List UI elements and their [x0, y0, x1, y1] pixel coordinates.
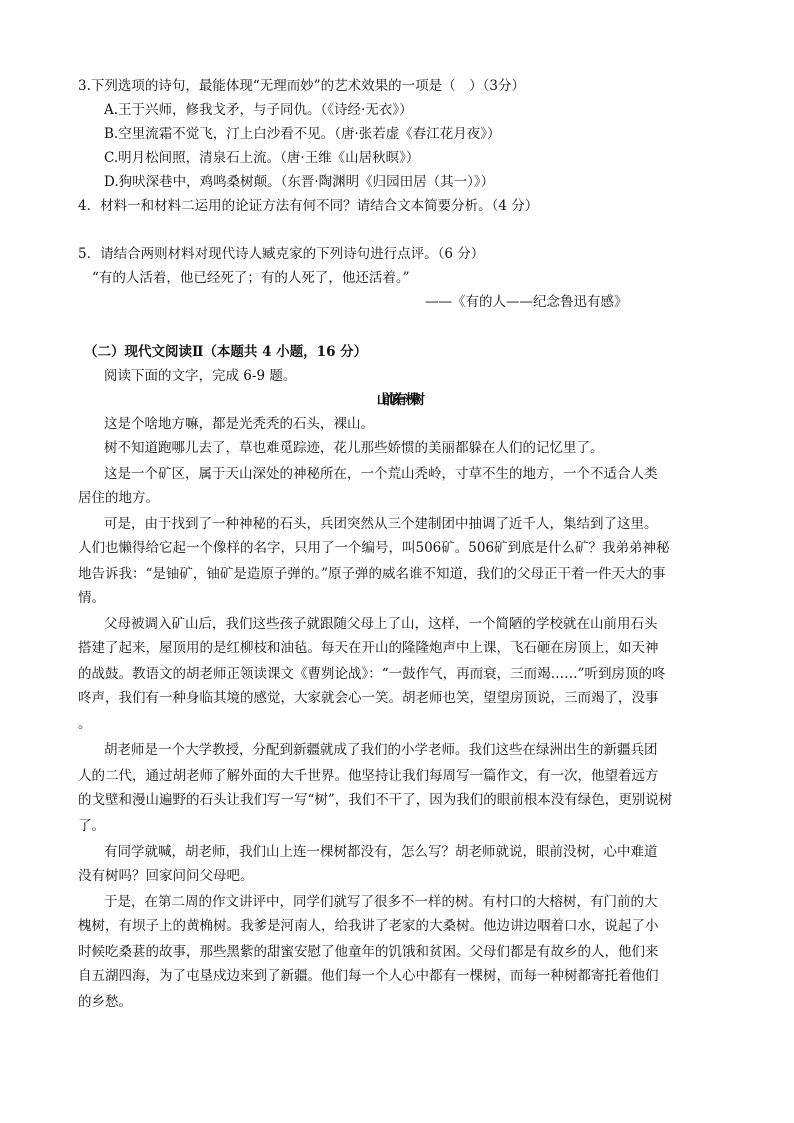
- article-line: 自五湖四海，为了屯垦戍边来到了新疆。他们每一个人心中都有一棵树，而每一种树都寄托着他们: [78, 968, 659, 984]
- article-line: 于是，在第二周的作文讲评中，同学们就写了很多不一样的树。有村口的大榕树，有门前的大: [104, 894, 658, 910]
- question-5-quote: “有的人活着，他已经死了；有的人死了，他还活着。”: [92, 270, 410, 286]
- article-line: 胡老师是一个大学教授，分配到新疆就成了我们的小学老师。我们这些在绿洲出生的新疆兵团: [104, 742, 658, 758]
- article-line: 人的二代，通过胡老师了解外面的大千世界。他坚持让我们每周写一篇作文，有一次，他望着远方: [78, 768, 659, 784]
- article-title: 山前该有一棵树: [376, 392, 418, 408]
- article-line: 搭建了起来，屋顶用的是红柳枝和油毡。每天在开山的隆隆炮声中上课，飞石砸在房顶上，如天神: [78, 640, 659, 656]
- section-intro: 阅读下面的文字，完成 6-9 题。: [104, 368, 297, 384]
- article-line: 人们也懒得给它起一个像样的名字，只用了一个编号，叫506矿。506矿到底是什么矿？我弟弟神秘: [78, 540, 670, 556]
- article-line: 可是，由于找到了一种神秘的石头，兵团突然从三个建制团中抽调了近千人，集结到了这里。: [104, 516, 658, 532]
- question-3-option-c: C.明月松间照，清泉石上流。（唐·王维《山居秋暝》）: [104, 150, 420, 166]
- article-line: 这是一个矿区，属于天山深处的神秘所在，一个荒山秃岭，寸草不生的地方，一个不适合人类: [104, 466, 658, 482]
- article-line: 咚声，我们有一种身临其境的感觉，大家就会心一笑。胡老师也笑，望望房顶说，三而竭了，没事: [78, 690, 659, 706]
- question-5-attribution: ——《有的人——纪念鲁迅有感》: [425, 294, 628, 310]
- article-line: 地告诉我：“是铀矿，铀矿是造原子弹的。”原子弹的威名谁不知道，我们的父母正干着一件天大的事: [78, 566, 666, 582]
- question-4: 4．材料一和材料二运用的论证方法有何不同？请结合文本简要分析。（4 分）: [78, 198, 539, 214]
- article-line: 有同学就喊，胡老师，我们山上连一棵树都没有，怎么写？胡老师就说，眼前没树，心中难道: [104, 844, 658, 860]
- question-3-option-a: A.王于兴师，修我戈矛，与子同仇。（《诗经·无衣》）: [104, 102, 413, 118]
- question-3-option-b: B.空里流霜不觉飞，汀上白沙看不见。（唐·张若虚《春江花月夜》）: [104, 126, 501, 142]
- article-line: 的戈壁和漫山遍野的石头让我们写一写“树”，我们不干了，因为我们的眼前根本没有绿色，更别说树: [78, 792, 673, 808]
- article-line: 居住的地方。: [78, 490, 159, 506]
- article-line: 没有树吗？回家问问父母吧。: [78, 868, 254, 884]
- question-3-stem: 3.下列选项的诗句，最能体现“无理而妙”的艺术效果的一项是（ ）（3分）: [78, 78, 526, 94]
- section-title: （二）现代文阅读Ⅱ（本题共 4 小题，16 分）: [84, 344, 368, 360]
- article-line: 父母被调入矿山后，我们这些孩子就跟随父母上了山，这样，一个简陋的学校就在山前用石头: [104, 616, 658, 632]
- article-line: 了。: [78, 818, 105, 834]
- article-line: 的战鼓。教语文的胡老师正领读课文《曹刿论战》：“一鼓作气，再而衰，三而竭……”听到房顶的咚: [78, 666, 666, 682]
- question-3-option-d: D.狗吠深巷中，鸡鸣桑树颠。（东晋·陶渊明《归园田居（其一）》）: [104, 174, 495, 190]
- question-5-stem: 5．请结合两则材料对现代诗人臧克家的下列诗句进行点评。（6 分）: [78, 246, 485, 262]
- article-line: 的乡愁。: [78, 994, 132, 1010]
- article-line: 树不知道跑哪儿去了，草也难觅踪迹，花儿那些娇惯的美丽都躲在人们的记忆里了。: [104, 440, 604, 456]
- article-line: 时候吃桑葚的故事，那些黑紫的甜蜜安慰了他童年的饥饿和贫困。父母们都是有故乡的人，他们来: [78, 944, 659, 960]
- article-line: 槐树，有坝子上的黄桷树。我爹是河南人，给我讲了老家的大桑树。他边讲边咽着口水，说起了小: [78, 918, 659, 934]
- article-line: 。: [78, 716, 92, 732]
- article-line: 情。: [78, 590, 105, 606]
- article-line: 这是个啥地方嘛，都是光秃秃的石头，裸山。: [104, 416, 374, 432]
